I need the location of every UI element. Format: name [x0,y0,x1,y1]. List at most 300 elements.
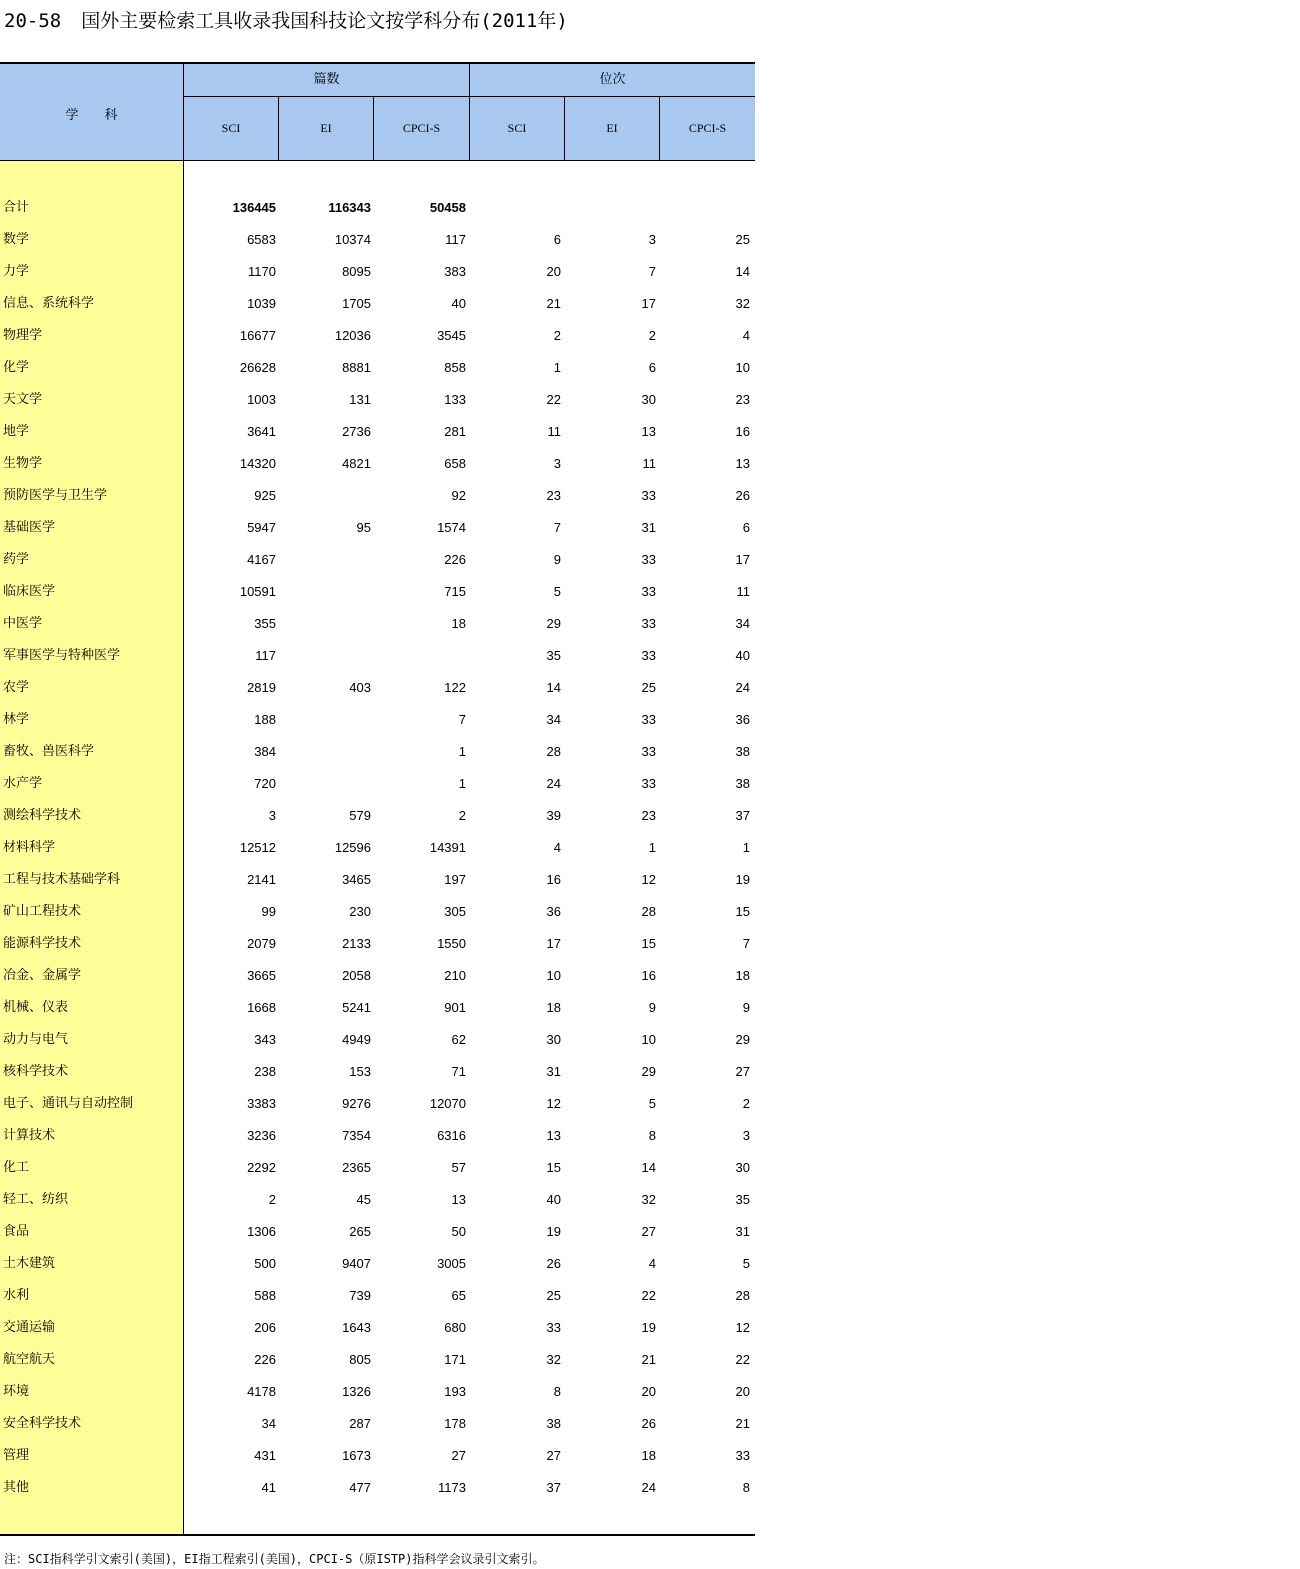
value-cell: 858 [444,360,466,375]
value-cell: 33 [641,584,656,599]
value-cell: 188 [254,712,276,727]
value-cell: 99 [261,904,276,919]
value-cell: 12 [735,1320,750,1335]
value-cell: 24 [546,776,561,791]
value-cell: 206 [254,1320,276,1335]
table-row [0,1312,755,1344]
value-cell: 33 [641,648,656,663]
column-header-count-sci: SCI [184,97,278,160]
subject-cell: 安全科学技术 [3,1416,82,1431]
value-cell: 4167 [247,552,276,567]
table-title-text: 国外主要检索工具收录我国科技论文按学科分布(2011年) [81,10,568,32]
value-cell: 739 [349,1288,371,1303]
value-cell: 12 [546,1096,561,1111]
value-cell: 19 [546,1224,561,1239]
value-cell: 1 [553,360,561,375]
value-cell: 11 [547,424,561,439]
value-cell: 35 [735,1192,750,1207]
value-cell: 4 [742,328,750,343]
subject-cell: 水利 [3,1288,30,1303]
value-cell: 27 [641,1224,656,1239]
value-cell: 4949 [342,1032,371,1047]
value-cell: 50458 [429,200,466,215]
value-cell: 715 [444,584,466,599]
subject-cell: 临床医学 [3,584,56,599]
value-cell: 5241 [342,1000,371,1015]
table-row [0,1440,755,1472]
column-header-count-ei: EI [279,97,373,160]
value-cell: 588 [254,1288,276,1303]
table-row [0,1472,755,1504]
value-cell: 2819 [247,680,276,695]
subject-cell: 药学 [3,552,30,567]
value-cell: 37 [546,1480,561,1495]
value-cell: 1 [648,840,656,855]
value-cell: 117 [255,648,276,663]
table-row [0,1184,755,1216]
value-cell: 22 [641,1288,656,1303]
table-row [0,736,755,768]
value-cell: 805 [349,1352,371,1367]
value-cell: 12512 [239,840,276,855]
value-cell: 10 [546,968,561,983]
value-cell: 14391 [429,840,466,855]
value-cell: 50 [451,1224,466,1239]
value-cell: 57 [451,1160,466,1175]
subject-cell: 畜牧、兽医科学 [3,744,95,759]
table-row [0,640,755,672]
value-cell: 40 [735,648,750,663]
header-divider [564,97,565,160]
subject-header-label: 学科 [65,108,144,123]
value-cell: 3665 [247,968,276,983]
value-cell: 24 [641,1480,656,1495]
value-cell: 18 [546,1000,561,1015]
value-cell: 226 [444,552,466,567]
value-cell: 1550 [437,936,466,951]
value-cell: 38 [735,744,750,759]
header-divider [373,97,374,160]
value-cell: 37 [735,808,750,823]
value-cell: 27 [546,1448,561,1463]
value-cell: 10 [641,1032,656,1047]
value-cell: 287 [349,1416,371,1431]
value-cell: 33 [546,1320,561,1335]
value-cell: 6 [742,520,750,535]
table-row [0,1152,755,1184]
value-cell: 28 [735,1288,750,1303]
value-cell: 29 [735,1032,750,1047]
table-row [0,320,755,352]
table-row [0,928,755,960]
value-cell: 20 [735,1384,750,1399]
subject-cell: 轻工、纺织 [3,1192,69,1207]
table-row [0,1120,755,1152]
column-header-rank-ei: EI [565,97,659,160]
group-header-rank: 位次 [470,64,755,97]
value-cell: 95 [356,520,371,535]
value-cell: 11 [736,584,750,599]
value-cell: 7354 [342,1128,371,1143]
value-cell: 13 [546,1128,561,1143]
value-cell: 579 [349,808,371,823]
value-cell: 33 [641,712,656,727]
subject-cell: 数学 [3,232,30,247]
subject-cell: 其他 [3,1480,30,1495]
value-cell: 720 [254,776,276,791]
value-cell: 32 [641,1192,656,1207]
value-cell: 153 [349,1064,371,1079]
value-cell: 14 [546,680,561,695]
header-divider [278,97,279,160]
value-cell: 5 [553,584,561,599]
value-cell: 71 [451,1064,466,1079]
subject-cell: 环境 [3,1384,30,1399]
table-row [0,1344,755,1376]
subject-cell: 中医学 [3,616,43,631]
value-cell: 116343 [328,200,371,215]
value-cell: 36 [546,904,561,919]
column-header-rank-cpci: CPCI-S [660,97,755,160]
value-cell: 2 [648,328,656,343]
value-cell: 14320 [239,456,276,471]
value-cell: 3383 [247,1096,276,1111]
header-divider [469,64,470,160]
table-row [0,864,755,896]
value-cell: 2079 [247,936,276,951]
table-row [0,992,755,1024]
value-cell: 2 [268,1192,276,1207]
value-cell: 305 [444,904,466,919]
value-cell: 3 [553,456,561,471]
value-cell: 16 [546,872,561,887]
value-cell: 1326 [342,1384,371,1399]
value-cell: 30 [641,392,656,407]
value-cell: 13 [451,1192,466,1207]
value-cell: 8881 [342,360,371,375]
value-cell: 27 [451,1448,466,1463]
value-cell: 33 [735,1448,750,1463]
subject-cell: 能源科学技术 [3,936,82,951]
value-cell: 25 [546,1288,561,1303]
value-cell: 9 [648,1000,656,1015]
value-cell: 18 [641,1448,656,1463]
value-cell: 7 [458,712,466,727]
value-cell: 33 [641,616,656,631]
subject-cell: 动力与电气 [3,1032,69,1047]
value-cell: 15 [546,1160,561,1175]
subject-cell: 测绘科学技术 [3,808,82,823]
subject-cell: 机械、仪表 [3,1000,69,1015]
table-row [0,1376,755,1408]
value-cell: 16 [641,968,656,983]
value-cell: 25 [641,680,656,695]
table-row [0,288,755,320]
value-cell: 7 [742,936,750,951]
table-row-total [0,192,755,224]
value-cell: 477 [349,1480,371,1495]
subject-cell: 工程与技术基础学科 [3,872,121,887]
table-row [0,960,755,992]
subject-cell: 合计 [3,200,30,215]
value-cell: 2365 [342,1160,371,1175]
value-cell: 658 [444,456,466,471]
value-cell: 34 [735,616,750,631]
value-cell: 265 [349,1224,371,1239]
value-cell: 16 [735,424,750,439]
value-cell: 23 [735,392,750,407]
value-cell: 25 [735,232,750,247]
subject-cell: 地学 [3,424,30,439]
value-cell: 383 [444,264,466,279]
value-cell: 8095 [342,264,371,279]
value-cell: 26 [641,1416,656,1431]
value-cell: 5 [648,1096,656,1111]
value-cell: 15 [641,936,656,951]
subject-cell: 军事医学与特种医学 [3,648,121,663]
value-cell: 178 [444,1416,466,1431]
table-row [0,896,755,928]
table-row [0,800,755,832]
value-cell: 92 [451,488,466,503]
value-cell: 62 [451,1032,466,1047]
table-row [0,1248,755,1280]
value-cell: 31 [641,520,656,535]
value-cell: 10 [735,360,750,375]
table-row [0,1056,755,1088]
subject-cell: 天文学 [3,392,43,407]
value-cell: 2736 [342,424,371,439]
table-row [0,1280,755,1312]
value-cell: 171 [444,1352,466,1367]
value-cell: 8 [648,1128,656,1143]
value-cell: 26628 [239,360,276,375]
value-cell: 3236 [247,1128,276,1143]
value-cell: 18 [735,968,750,983]
value-cell: 28 [546,744,561,759]
subject-cell: 力学 [3,264,30,279]
table-footnote: 注：SCI指科学引文索引(美国)，EI指工程索引(美国)，CPCI-S（原ISTP)指科学会议录引文索引。 [4,1552,545,1566]
value-cell: 10591 [239,584,276,599]
subject-cell: 林学 [3,712,30,727]
value-cell: 8 [742,1480,750,1495]
subject-cell: 生物学 [3,456,43,471]
subject-cell: 基础医学 [3,520,56,535]
value-cell: 5 [742,1256,750,1271]
subject-cell: 核科学技术 [3,1064,69,1079]
value-cell: 1 [742,840,750,855]
value-cell: 1643 [342,1320,371,1335]
value-cell: 9407 [342,1256,371,1271]
value-cell: 238 [254,1064,276,1079]
value-cell: 2058 [342,968,371,983]
value-cell: 431 [254,1448,276,1463]
value-cell: 30 [735,1160,750,1175]
table-row [0,480,755,512]
value-cell: 26 [735,488,750,503]
value-cell: 4 [648,1256,656,1271]
value-cell: 2292 [247,1160,276,1175]
value-cell: 1039 [247,296,276,311]
table-row [0,448,755,480]
value-cell: 4 [553,840,561,855]
value-cell: 8 [553,1384,561,1399]
value-cell: 131 [349,392,371,407]
value-cell: 1003 [247,392,276,407]
value-cell: 29 [546,616,561,631]
value-cell: 13 [735,456,750,471]
value-cell: 7 [648,264,656,279]
value-cell: 901 [444,1000,466,1015]
subject-column-header [0,64,183,160]
value-cell: 17 [735,552,750,567]
value-cell: 27 [735,1064,750,1079]
value-cell: 38 [546,1416,561,1431]
value-cell: 39 [546,808,561,823]
value-cell: 29 [641,1064,656,1079]
value-cell: 21 [641,1352,656,1367]
table-row [0,704,755,736]
value-cell: 33 [641,488,656,503]
value-cell: 122 [444,680,466,695]
value-cell: 35 [546,648,561,663]
value-cell: 2141 [247,872,276,887]
value-cell: 1668 [247,1000,276,1015]
value-cell: 355 [254,616,276,631]
subject-cell: 航空航天 [3,1352,56,1367]
value-cell: 3005 [437,1256,466,1271]
table-row [0,1408,755,1440]
subject-cell: 预防医学与卫生学 [3,488,108,503]
value-cell: 500 [254,1256,276,1271]
table-row [0,544,755,576]
value-cell: 40 [451,296,466,311]
value-cell: 32 [546,1352,561,1367]
value-cell: 210 [444,968,466,983]
value-cell: 117 [445,232,466,247]
value-cell: 20 [641,1384,656,1399]
value-cell: 1574 [437,520,466,535]
table-row [0,576,755,608]
value-cell: 1173 [438,1480,466,1495]
subject-cell: 电子、通讯与自动控制 [3,1096,134,1111]
value-cell: 3545 [437,328,466,343]
value-cell: 33 [641,552,656,567]
value-cell: 197 [444,872,466,887]
subject-cell: 农学 [3,680,30,695]
value-cell: 12596 [334,840,371,855]
column-header-rank-sci: SCI [470,97,564,160]
value-cell: 33 [641,776,656,791]
value-cell: 17 [546,936,561,951]
table-row [0,1216,755,1248]
value-cell: 65 [451,1288,466,1303]
table-bottom-rule [0,1534,755,1536]
value-cell: 23 [546,488,561,503]
value-cell: 45 [356,1192,371,1207]
value-cell: 31 [735,1224,750,1239]
table-row [0,224,755,256]
value-cell: 33 [641,744,656,759]
value-cell: 403 [349,680,371,695]
value-cell: 34 [261,1416,276,1431]
value-cell: 21 [735,1416,750,1431]
table-row [0,768,755,800]
value-cell: 13 [641,424,656,439]
value-cell: 343 [254,1032,276,1047]
table-row [0,416,755,448]
subject-cell: 计算技术 [3,1128,56,1143]
subject-cell: 信息、系统科学 [3,296,95,311]
value-cell: 6 [648,360,656,375]
value-cell: 22 [546,392,561,407]
value-cell: 2 [553,328,561,343]
subject-cell: 交通运输 [3,1320,56,1335]
value-cell: 2 [742,1096,750,1111]
value-cell: 34 [546,712,561,727]
value-cell: 1 [458,744,466,759]
table-row [0,608,755,640]
table-row [0,256,755,288]
value-cell: 36 [735,712,750,727]
value-cell: 41 [261,1480,276,1495]
table-row [0,384,755,416]
table-row [0,1088,755,1120]
value-cell: 1 [458,776,466,791]
subject-cell: 化工 [3,1160,30,1175]
value-cell: 15 [735,904,750,919]
value-cell: 226 [254,1352,276,1367]
value-cell: 1673 [342,1448,371,1463]
value-cell: 4821 [342,456,371,471]
value-cell: 30 [546,1032,561,1047]
value-cell: 6583 [247,232,276,247]
value-cell: 31 [546,1064,561,1079]
value-cell: 17 [641,296,656,311]
value-cell: 193 [444,1384,466,1399]
value-cell: 2 [458,808,466,823]
value-cell: 6316 [437,1128,466,1143]
value-cell: 12070 [429,1096,466,1111]
value-cell: 3465 [342,872,371,887]
value-cell: 26 [546,1256,561,1271]
value-cell: 24 [735,680,750,695]
value-cell: 6 [553,232,561,247]
table-row [0,352,755,384]
value-cell: 7 [553,520,561,535]
subject-cell: 材料科学 [3,840,56,855]
value-cell: 9 [553,552,561,567]
value-cell: 14 [641,1160,656,1175]
value-cell: 4178 [247,1384,276,1399]
value-cell: 680 [444,1320,466,1335]
value-cell: 136445 [232,200,276,215]
value-cell: 1705 [342,296,371,311]
value-cell: 14 [735,264,750,279]
table-row [0,512,755,544]
table-title [4,6,568,33]
subject-cell: 水产学 [3,776,43,791]
value-cell: 1306 [247,1224,276,1239]
value-cell: 281 [444,424,466,439]
value-cell: 9276 [342,1096,371,1111]
value-cell: 23 [641,808,656,823]
value-cell: 11 [642,456,656,471]
table-row [0,832,755,864]
value-cell: 12 [641,872,656,887]
value-cell: 12036 [334,328,371,343]
value-cell: 38 [735,776,750,791]
